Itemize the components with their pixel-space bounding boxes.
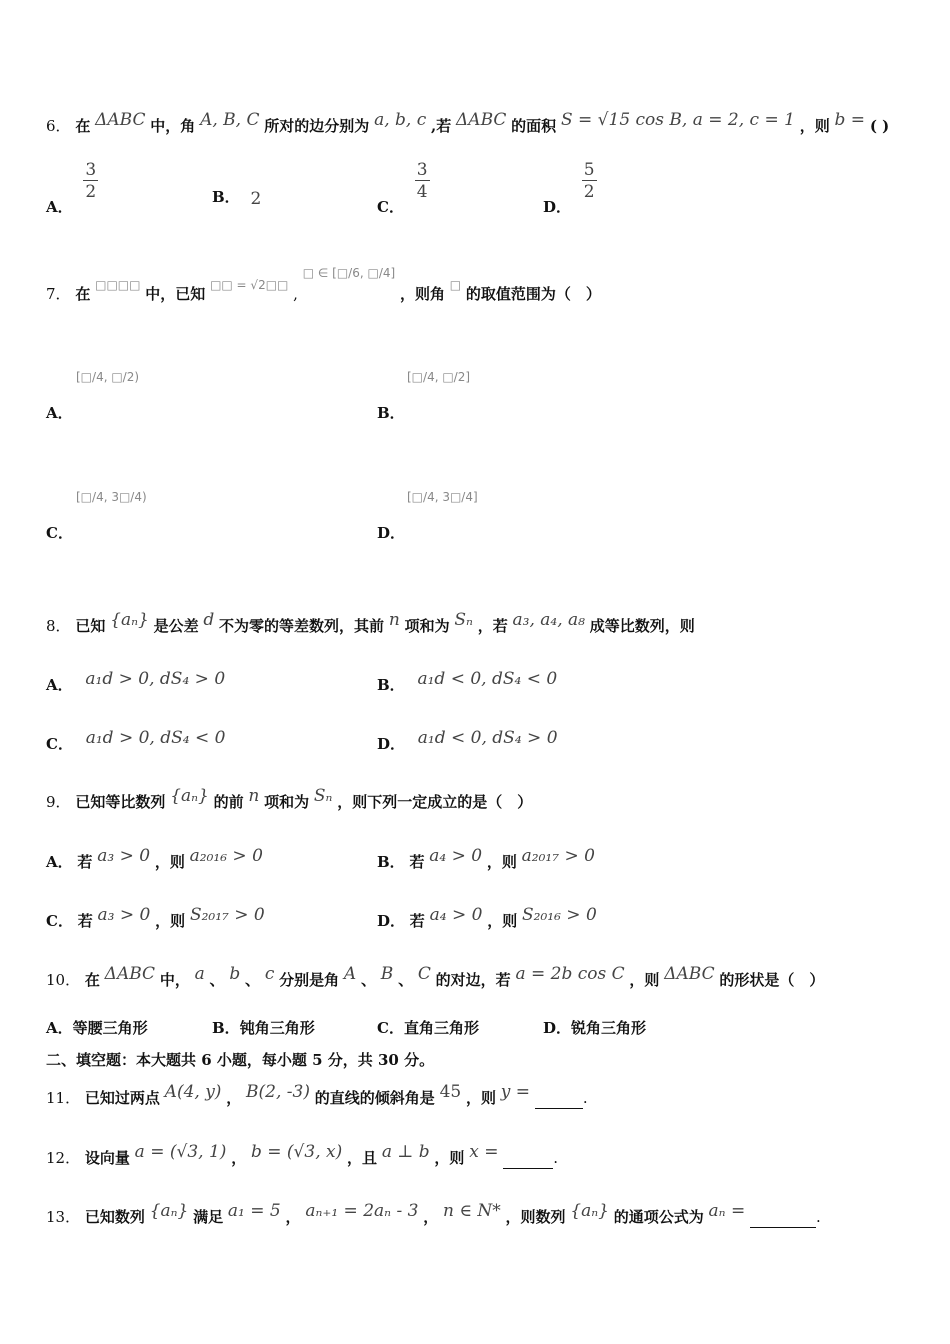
q11-answer-blank[interactable] [535, 1088, 583, 1109]
q10-option-c[interactable]: C．直角三角形 [377, 1019, 479, 1037]
q10-option-b[interactable]: B．钝角三角形 [212, 1019, 315, 1037]
question-13: 13． 已知数列 {aₙ} 满足 a₁ = 5 ， aₙ₊₁ = 2aₙ - 3 ， n ∈ N* ，则数列 {aₙ} 的通项公式为 aₙ = . [46, 1201, 821, 1226]
q10-option-d[interactable]: D．锐角三角形 [543, 1019, 647, 1037]
q8-option-d[interactable]: D． a₁d < 0, dS₄ > 0 [377, 728, 558, 753]
q6-option-c[interactable]: C． $\frac{3}{4}$ [377, 160, 428, 216]
q10-option-a[interactable]: A．等腰三角形 [46, 1019, 148, 1037]
question-7: 7． 在 □□□□ 中，已知 □□ = √2□□ , □ ∈ [□/6, □/4] ，则角 □ 的取值范围为（ ） [46, 284, 601, 305]
q9-option-c[interactable]: C． 若 a₃ > 0 ，则 S₂₀₁₇ > 0 [46, 905, 265, 930]
q8-option-a[interactable]: A． a₁d > 0, dS₄ > 0 [46, 669, 226, 694]
question-10: 10． 在 ΔABC 中， a 、 b 、 c 分别是角 A 、 B 、 C 的对边，若 a = 2b cos C ，则 ΔABC 的形状是（ ） [46, 964, 825, 989]
q6-option-a-fraction: $\frac{3}{2}$ [85, 160, 97, 202]
q12-answer-blank[interactable] [503, 1148, 553, 1169]
q9-option-b[interactable]: B． 若 a₄ > 0 ，则 a₂₀₁₇ > 0 [377, 846, 595, 871]
q7-formula-image: □ ∈ [□/6, □/4] [302, 266, 396, 280]
q6-number: 6． [46, 117, 71, 135]
q8-option-b[interactable]: B． a₁d < 0, dS₄ < 0 [377, 669, 558, 694]
q7-formula-image: □□□□ [95, 278, 141, 292]
q7-formula-image: □ [449, 278, 462, 292]
q9-option-d[interactable]: D． 若 a₄ > 0 ，则 S₂₀₁₆ > 0 [377, 905, 597, 930]
q6-option-a[interactable]: A． $\frac{3}{2}$ [46, 160, 97, 216]
question-12: 12． 设向量 a = (√3, 1) ， b = (√3, x) ，且 a ⊥ b ，则 x = . [46, 1142, 559, 1167]
q6-option-d[interactable]: D． $\frac{5}{2}$ [543, 160, 595, 216]
question-8: 8． 已知 {aₙ} 是公差 d 不为零的等差数列，其前 n 项和为 Sₙ ，若 a₃, a₄, a₈ 成等比数列，则 [46, 610, 695, 635]
q8-option-c[interactable]: C． a₁d > 0, dS₄ < 0 [46, 728, 226, 753]
section-2-heading: 二、填空题：本大题共 6 小题，每小题 5 分，共 30 分。 [46, 1051, 435, 1069]
q13-answer-blank[interactable] [750, 1207, 816, 1228]
question-9: 9． 已知等比数列 {aₙ} 的前 n 项和为 Sₙ ，则下列一定成立的是（ ） [46, 786, 533, 811]
q6-option-b[interactable]: B． 2 [212, 188, 262, 209]
q6-option-d-fraction: $\frac{5}{2}$ [583, 160, 595, 202]
q6-option-c-fraction: $\frac{3}{4}$ [416, 160, 428, 202]
q7-formula-image: □□ = √2□□ [210, 278, 289, 292]
question-11: 11． 已知过两点 A(4, y) ， B(2, -3) 的直线的倾斜角是 45 ，则 y = . [46, 1082, 588, 1107]
question-6: 6． 在 ΔABC 中，角 A, B, C 所对的边分别为 a, b, c ,若 ΔABC 的面积 S = √15 cos B, a = 2, c = 1 ，则 b = ( ) [46, 110, 890, 135]
q9-option-a[interactable]: A． 若 a₃ > 0 ，则 a₂₀₁₆ > 0 [46, 846, 263, 871]
